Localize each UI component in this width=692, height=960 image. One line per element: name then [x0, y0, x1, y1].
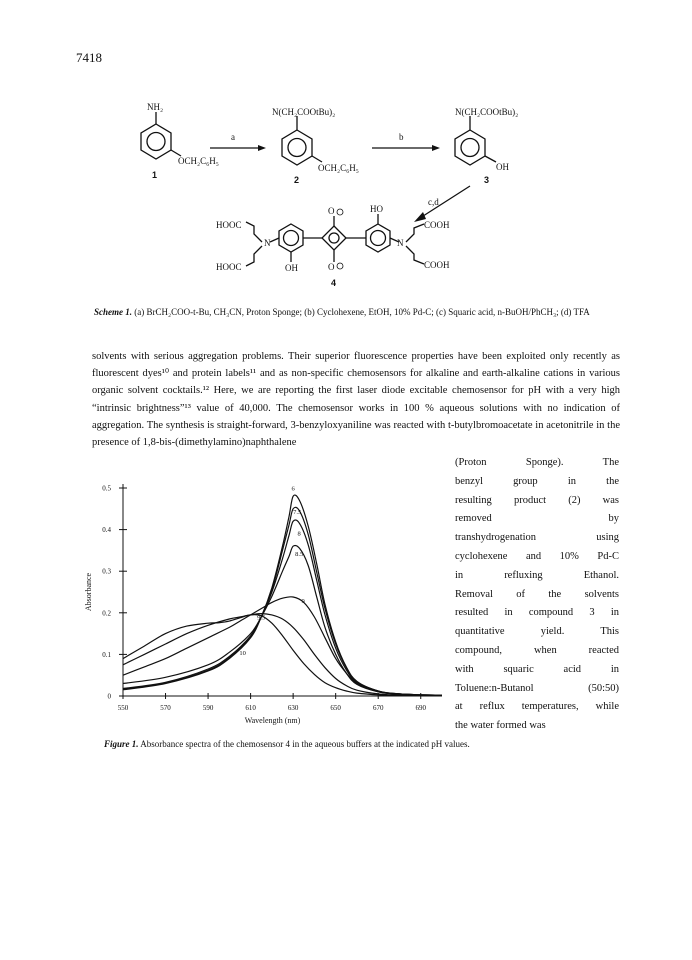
right-column-line: with squaric acid in	[455, 663, 619, 675]
series-line-ph-6	[123, 495, 442, 695]
c4-cooh-top: COOH	[424, 220, 450, 230]
compound-1-ring	[141, 112, 181, 159]
compound-4-number: 4	[331, 278, 337, 288]
c4-oxygen-top: O	[328, 206, 335, 216]
series-line-ph-9-5	[123, 614, 442, 696]
right-column-line: Toluene:n-Butanol (50:50)	[455, 682, 619, 694]
x-tick-label: 570	[160, 704, 171, 712]
series-label-ph-8-5: 8.5	[295, 551, 304, 559]
c4-hooc-bottom: HOOC	[216, 262, 242, 272]
body-paragraph-text: solvents with serious aggregation problems. Their superior fluorescence properties have been exploited only recently as fluorescent dyes¹⁰ and protein labels¹¹ and as non-specific chemosensors for alkaline and earth-alkaline cations in various organic solvent cocktails.¹² Here, we are reporting the first laser diode excitable chemosensor for pH with a very high “intrinsic brightness”¹³ value of 40,000. The chemosensor works in 100 % aqueous solutions with no indication of aggregation. The synthesis is straight-forward, 3-benzyloxyaniline was reacted with t-butylbromoacetate in acetonitrile in the presence of 1,8-bis-(dimethylamino)naphthalene	[92, 351, 620, 449]
series-label-ph-9-5: 9.5	[257, 614, 266, 622]
c4-ho-label: HO	[370, 204, 383, 214]
y-tick-label: 0.1	[102, 650, 111, 659]
y-tick-label: 0.3	[102, 567, 111, 576]
x-tick-label: 550	[117, 704, 129, 712]
series-label-ph-8: 8	[297, 530, 301, 538]
y-tick-label: 0.4	[102, 526, 111, 535]
scheme-caption-text: (a) BrCH₂COO-t-Bu, CH₃CN, Proton Sponge; (b) Cyclohexene, EtOH, 10% Pd-C; (c) Squaric acid, n-BuOH/PhCH₃; (d) TFA	[132, 307, 590, 317]
figure-caption-text: Absorbance spectra of the chemosensor 4 in the aqueous buffers at the indicated pH values.	[138, 739, 470, 749]
x-tick-label: 630	[287, 704, 299, 712]
x-tick-label: 650	[330, 704, 341, 712]
arrow-cd-label: c,d	[428, 197, 439, 207]
y-tick-label: 0.5	[102, 484, 111, 493]
arrow-b-label: b	[399, 132, 404, 142]
y-axis-title: Absorbance	[84, 572, 93, 612]
series-line-ph-8-5	[123, 545, 442, 695]
c4-n-right: N	[397, 238, 404, 248]
series-line-ph-7-5	[123, 507, 442, 695]
right-column-line: quantitative yield. This	[455, 626, 619, 638]
c3-amino-ester-label: N(CH₂COOtBu)₂	[455, 107, 519, 117]
series-line-ph-10	[123, 615, 442, 696]
y-tick-label: 0	[107, 692, 111, 701]
x-tick-label: 590	[202, 704, 214, 712]
figure-caption-lead: Figure 1.	[104, 739, 139, 749]
right-column-line: cyclohexene and 10% Pd-C	[455, 550, 619, 562]
c4-oxygen-bottom: O	[328, 262, 335, 272]
compound-3-ring	[455, 116, 496, 165]
compound-2-ring	[282, 116, 322, 165]
x-tick-label: 670	[372, 704, 384, 712]
right-column-line: Removal of the solvents	[455, 588, 619, 600]
series-label-ph-6: 6	[291, 485, 295, 493]
right-column-line: removed by	[455, 513, 619, 525]
right-column-line: resulted in compound 3 in	[455, 607, 619, 619]
scheme-caption-lead: Scheme 1.	[94, 307, 132, 317]
scheme-caption	[94, 306, 614, 319]
c4-hooc-top: HOOC	[216, 220, 242, 230]
right-column-line: resulting product (2) was	[455, 494, 619, 506]
c4-cooh-bottom: COOH	[424, 260, 450, 270]
c1-benzyloxy-label: OCH₂C₆H₅	[178, 156, 219, 166]
body-paragraph	[92, 348, 620, 451]
compound-3-number: 3	[484, 175, 490, 185]
right-column-line: in refluxing Ethanol.	[455, 569, 619, 581]
x-tick-label: 690	[415, 704, 426, 712]
arrow-a-label: a	[231, 132, 235, 142]
c2-benzyloxy-label: OCH₂C₆H₅	[318, 163, 359, 173]
right-column-line: benzyl group in the	[455, 475, 619, 487]
x-axis-title: Wavelength (nm)	[244, 716, 301, 725]
right-column-line: at reflux temperatures, while	[455, 701, 619, 713]
page-number: 7418	[76, 50, 102, 65]
c4-oh-label: OH	[285, 263, 298, 273]
c2-amino-ester-label: N(CH₂COOtBu)₂	[272, 107, 336, 117]
c3-hydroxy-label: OH	[496, 162, 509, 172]
series-label-ph-9: 9	[301, 597, 305, 605]
series-label-ph-7-5: 7.5	[293, 508, 302, 516]
figure-caption	[104, 738, 484, 750]
reaction-scheme	[0, 0, 692, 300]
series-label-ph-10: 10	[239, 649, 246, 657]
right-column-line: compound, when reacted	[455, 644, 619, 656]
c4-n-left: N	[264, 238, 271, 248]
right-column-line: (Proton Sponge). The	[455, 457, 619, 468]
x-tick-label: 610	[245, 704, 256, 712]
c1-amine-label: NH₂	[147, 102, 164, 112]
compound-2-number: 2	[294, 175, 300, 185]
absorbance-chart	[80, 474, 450, 736]
right-column-text	[455, 454, 619, 736]
right-column-line: the water formed was	[455, 720, 546, 732]
y-tick-label: 0.2	[102, 609, 111, 618]
right-column-line: transhydrogenation using	[455, 532, 619, 544]
compound-1-number: 1	[152, 170, 158, 180]
